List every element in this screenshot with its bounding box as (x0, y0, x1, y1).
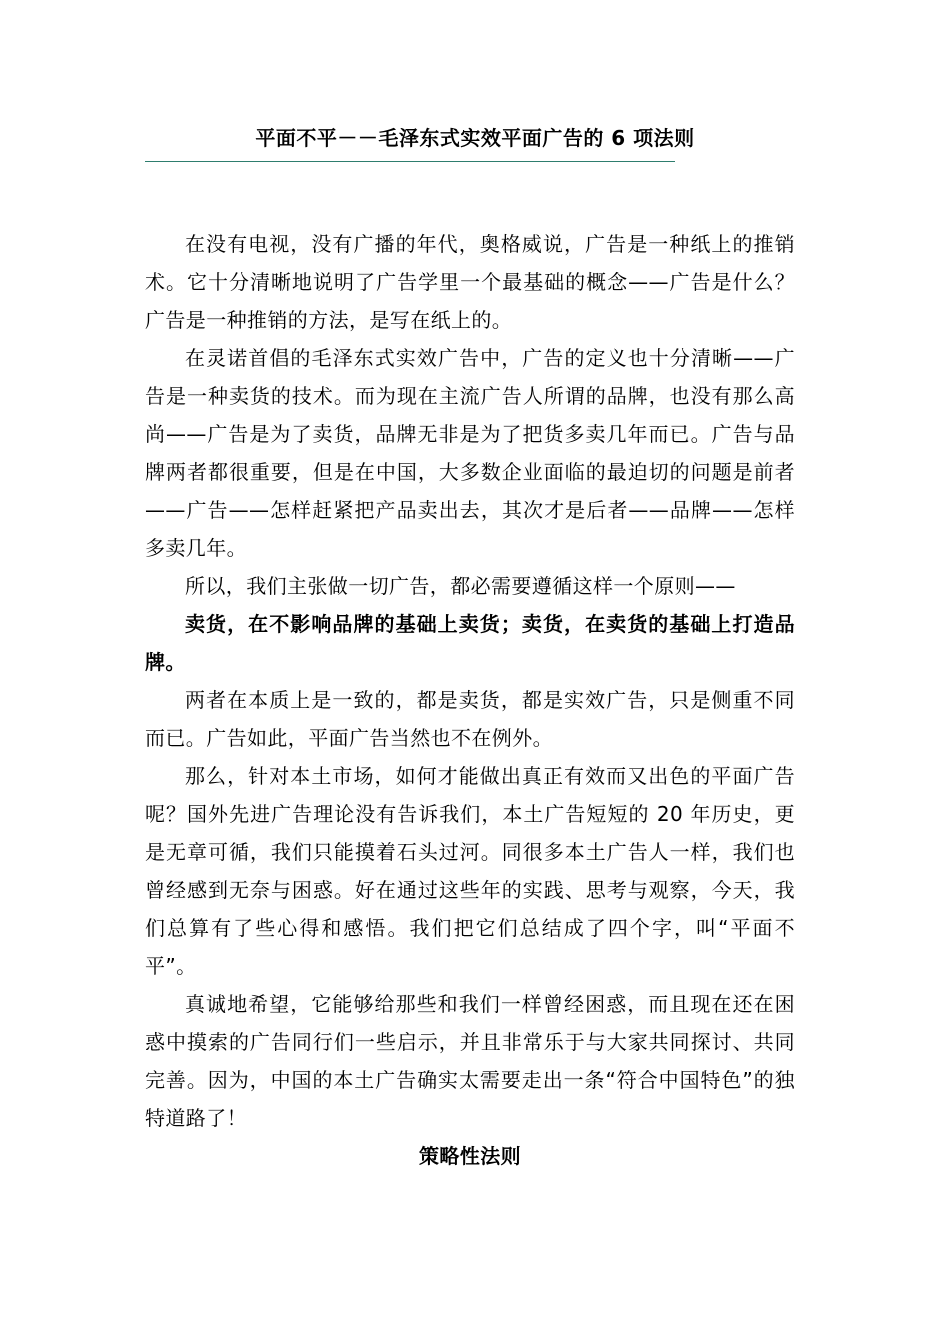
section-heading: 策略性法则 (419, 1144, 521, 1168)
paragraph: 两者在本质上是一致的，都是卖货，都是实效广告，只是侧重不同而已。广告如此，平面广告当然也不在例外。 (145, 688, 795, 750)
document-body (145, 225, 795, 1175)
paragraph: 在没有电视，没有广播的年代，奥格威说，广告是一种纸上的推销术。它十分清晰地说明了广告学里一个最基础的概念——广告是什么？ 广告是一种推销的方法，是写在纸上的。 (145, 232, 795, 332)
title-underline (145, 161, 675, 162)
paragraph: 那么，针对本土市场，如何才能做出真正有效而又出色的平面广告呢？国外先进广告理论没有告诉我们，本土广告短短的 20 年历史，更是无章可循，我们只能摸着石头过河。同很多本土广告人一样，我们也曾经感到无奈与困惑。好在通过这些年的实践、思考与观察，今天，我们总算有了些心得和感悟。我们把它们总结成了四个字，叫“平面不平”。 (145, 764, 795, 978)
paragraph: 真诚地希望，它能够给那些和我们一样曾经困惑，而且现在还在困惑中摸索的广告同行们一些启示，并且非常乐于与大家共同探讨、共同完善。因为，中国的本土广告确实太需要走出一条“符合中国特色”的独特道路了！ (145, 992, 795, 1130)
document-title: 平面不平－－毛泽东式实效平面广告的 6 项法则 (255, 126, 695, 150)
paragraph: 所以，我们主张做一切广告，都必需要遵循这样一个原则—— (185, 574, 736, 598)
paragraph: 在灵诺首倡的毛泽东式实效广告中，广告的定义也十分清晰——广告是一种卖货的技术。而为现在主流广告人所谓的品牌，也没有那么高尚——广告是为了卖货，品牌无非是为了把货多卖几年而已。广告与品牌两者都很重要，但是在中国，大多数企业面临的最迫切的问题是前者——广告——怎样赶紧把产品卖出去，其次才是后者——品牌——怎样多卖几年。 (145, 346, 795, 560)
principle-statement: 卖货，在不影响品牌的基础上卖货；卖货，在卖货的基础上打造品牌。 (145, 612, 795, 674)
